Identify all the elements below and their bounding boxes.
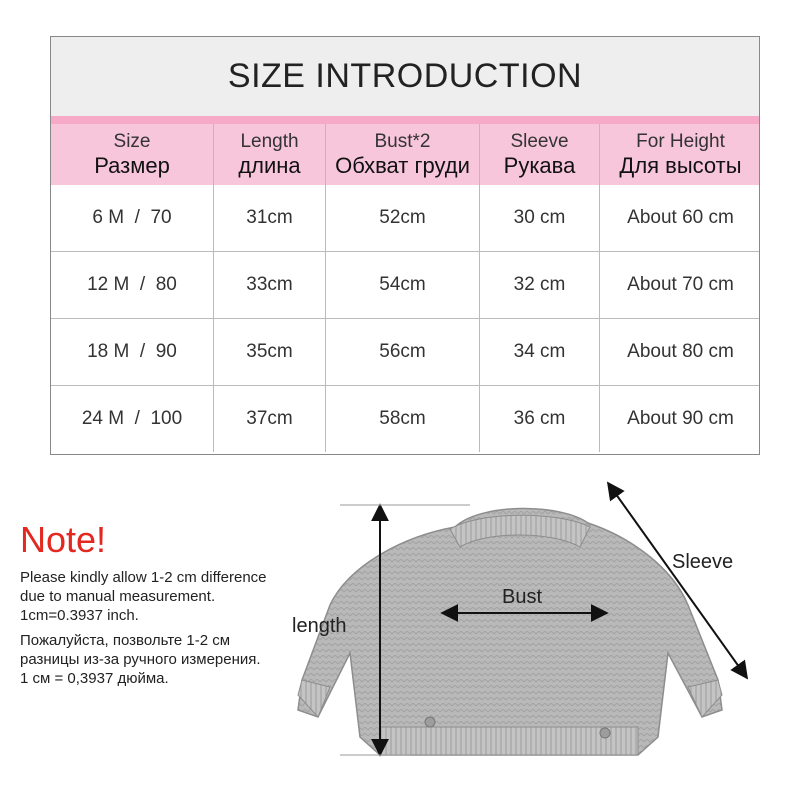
cell-size: 24 M / 100: [81, 408, 183, 429]
header-length: [213, 124, 325, 185]
header-size: [51, 124, 213, 185]
table-header-row: [51, 124, 759, 185]
cell-bust: 52cm: [325, 185, 479, 251]
cell-length: 37cm: [213, 386, 325, 452]
note-russian: [20, 631, 320, 688]
cell-length: 35cm: [213, 319, 325, 385]
table-row: [51, 251, 759, 318]
table-body: [51, 185, 759, 452]
sweater-illustration: [290, 475, 770, 795]
note-line: разницы из-за ручного измерения.: [20, 651, 261, 668]
sleeve-label: Sleeve: [672, 551, 734, 573]
note-line: 1cm=0.3937 inch.: [20, 607, 139, 624]
bust-label: Bust: [502, 586, 543, 608]
table-row: [51, 318, 759, 385]
cell-size: 6 M / 70: [92, 207, 172, 228]
header-en: Size: [113, 130, 151, 152]
table-title-text: SIZE INTRODUCTION: [227, 57, 583, 95]
header-en: Sleeve: [510, 130, 569, 152]
note-english: [20, 568, 320, 625]
sweater-hem: [380, 727, 638, 755]
pink-divider: [51, 116, 759, 124]
cell-height: About 90 cm: [599, 386, 761, 452]
cell-height: About 80 cm: [599, 319, 761, 385]
note-line: 1 см = 0,3937 дюйма.: [20, 670, 169, 687]
header-ru: Рукава: [503, 152, 576, 178]
left-button: [425, 717, 435, 727]
header-bust: [325, 124, 479, 185]
header-ru: длина: [238, 152, 301, 178]
note-line: due to manual measurement.: [20, 588, 216, 605]
length-label: length: [292, 615, 347, 637]
table-row: [51, 185, 759, 251]
table-title: [51, 37, 759, 116]
header-en: For Height: [636, 130, 725, 152]
note-line: Please kindly allow 1-2 cm difference: [20, 569, 267, 586]
cell-sleeve: 30 cm: [479, 185, 599, 251]
header-en: Bust*2: [374, 130, 431, 152]
cell-bust: 58cm: [325, 386, 479, 452]
sweater-body: [298, 508, 722, 755]
cell-sleeve: 32 cm: [479, 252, 599, 318]
cell-bust: 56cm: [325, 319, 479, 385]
cell-bust: 54cm: [325, 252, 479, 318]
cell-sleeve: 36 cm: [479, 386, 599, 452]
cell-sleeve: 34 cm: [479, 319, 599, 385]
cell-length: 33cm: [213, 252, 325, 318]
cell-size: 12 M / 80: [87, 274, 177, 295]
header-ru: Размер: [94, 152, 170, 178]
note-line: Пожалуйста, позвольте 1-2 см: [20, 632, 231, 649]
note-title: Note!: [20, 519, 107, 560]
cell-size: 18 M / 90: [87, 341, 177, 362]
header-sleeve: [479, 124, 599, 185]
header-height: [599, 124, 761, 185]
note-section: [20, 520, 320, 688]
size-table: [50, 36, 760, 455]
header-ru: Для высоты: [619, 152, 742, 178]
cell-height: About 70 cm: [599, 252, 761, 318]
table-row: [51, 385, 759, 452]
cell-length: 31cm: [213, 185, 325, 251]
right-button: [600, 728, 610, 738]
measurement-diagram: [290, 475, 770, 795]
header-en: Length: [240, 130, 299, 152]
cell-height: About 60 cm: [599, 185, 761, 251]
header-ru: Обхват груди: [335, 152, 470, 178]
